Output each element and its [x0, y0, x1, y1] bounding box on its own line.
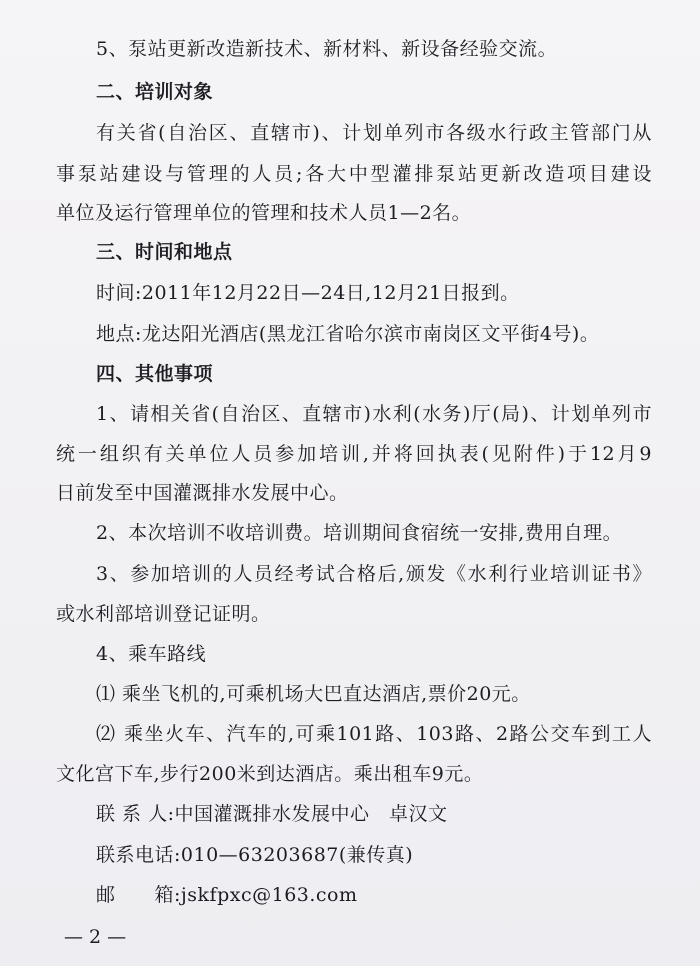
text-line-19: 文化宫下车,步行200米到达酒店。乘出租车9元。: [56, 763, 484, 785]
text-line-time: 时间:2011年12月22日—24日,12月21日报到。: [96, 282, 520, 304]
text-line-18: ⑵ 乘坐火车、汽车的,可乘101路、103路、2路公交车到工人: [96, 723, 652, 745]
text-line-1: 5、泵站更新改造新技术、新材料、新设备经验交流。: [96, 38, 558, 60]
text-line-3: 有关省(自治区、直辖市)、计划单列市各级水行政主管部门从: [96, 122, 652, 144]
text-line-12: 日前发至中国灌溉排水发展中心。: [56, 482, 349, 504]
contact-email-line: 邮 箱:jskfpxc@163.com: [96, 884, 358, 906]
text-line-14: 3、参加培训的人员经考试合格后,颁发《水利行业培训证书》: [96, 563, 652, 585]
text-line-10: 1、请相关省(自治区、直辖市)水利(水务)厅(局)、计划单列市: [96, 403, 652, 425]
text-line-4: 事泵站建设与管理的人员;各大中型灌排泵站更新改造项目建设: [56, 163, 652, 185]
contact-phone-line: 联系电话:010—63203687(兼传真): [96, 844, 414, 866]
text-line-17: ⑴ 乘坐飞机的,可乘机场大巴直达酒店,票价20元。: [96, 683, 531, 705]
section-heading-other-matters: 四、其他事项: [96, 363, 214, 385]
text-line-place: 地点:龙达阳光酒店(黑龙江省哈尔滨市南岗区文平街4号)。: [96, 323, 600, 345]
text-line-5: 单位及运行管理单位的管理和技术人员1—2名。: [56, 202, 472, 224]
text-line-15: 或水利部培训登记证明。: [56, 603, 271, 625]
text-line-13: 2、本次培训不收培训费。培训期间食宿统一安排,费用自理。: [96, 522, 623, 544]
text-line-16: 4、乘车路线: [96, 643, 207, 665]
contact-person-line: 联 系 人:中国灌溉排水发展中心 卓汉文: [96, 803, 448, 825]
page-number: — 2 —: [64, 926, 127, 948]
section-heading-training-targets: 二、培训对象: [96, 81, 214, 103]
section-heading-time-place: 三、时间和地点: [96, 241, 233, 263]
text-line-11: 统一组织有关单位人员参加培训,并将回执表(见附件)于12月9: [56, 443, 652, 465]
